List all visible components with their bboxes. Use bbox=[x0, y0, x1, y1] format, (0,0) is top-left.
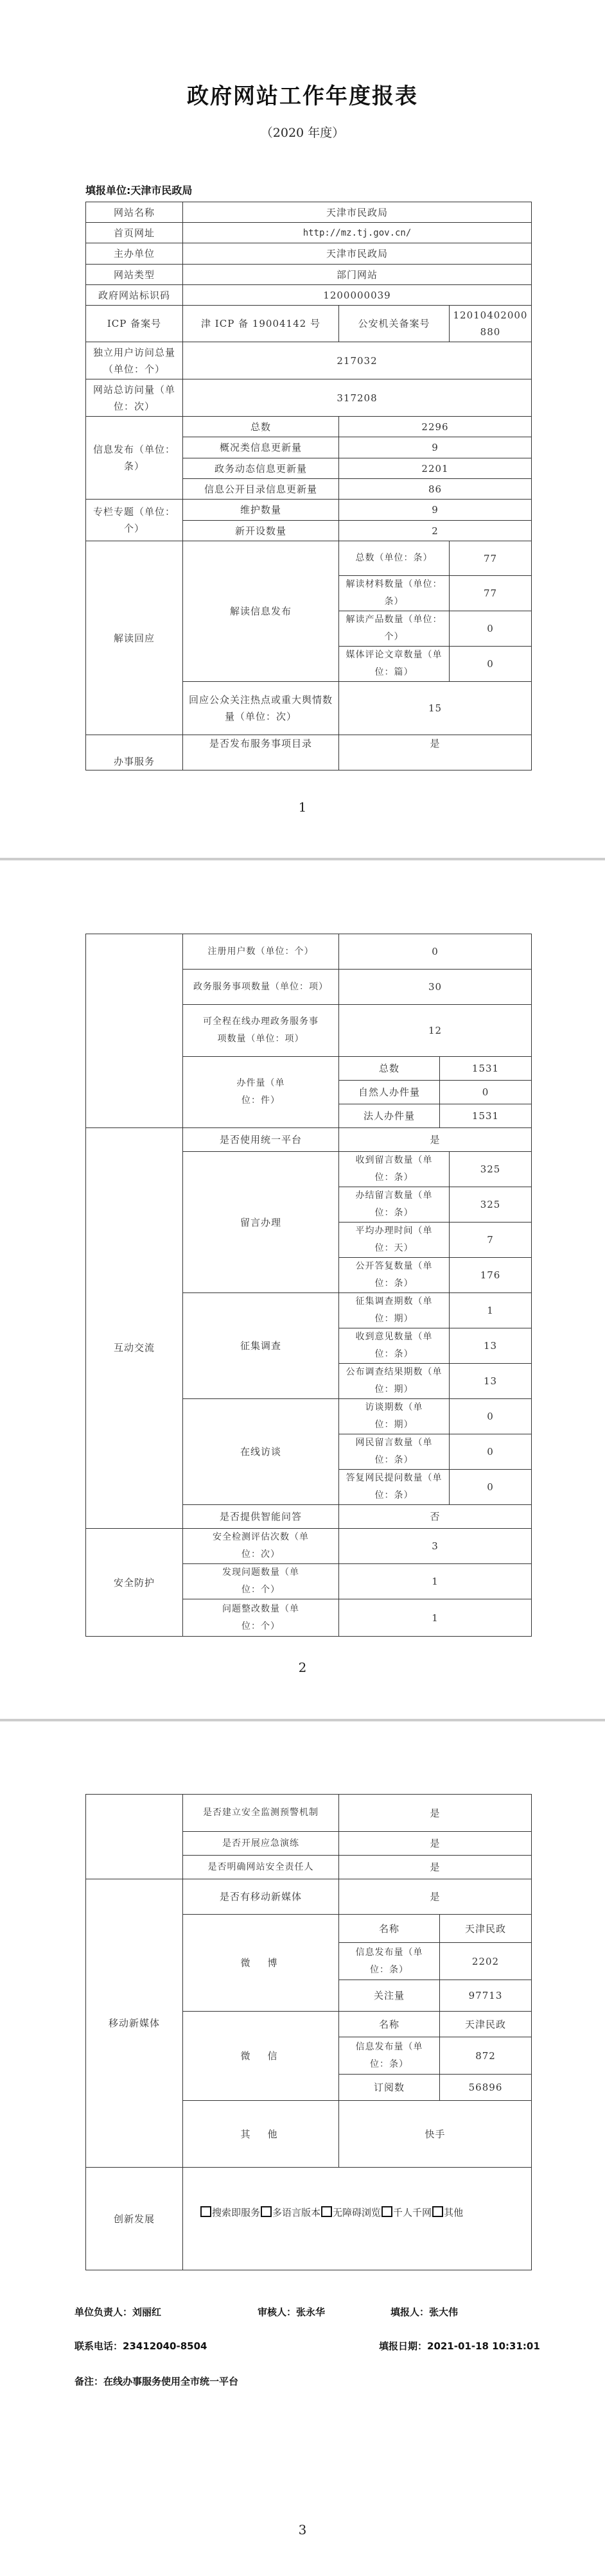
row-label: 可全程在线办理政务服务事项数量（单位：项） bbox=[183, 1005, 339, 1057]
table-row bbox=[86, 934, 532, 970]
table-row bbox=[86, 1529, 532, 1564]
homepage-url-link[interactable]: http://mz.tj.gov.cn/ bbox=[183, 223, 532, 243]
table-row bbox=[86, 223, 532, 243]
option-label: 其他 bbox=[444, 2206, 464, 2218]
section-label-services: 办事服务 bbox=[86, 735, 183, 770]
row-value: 86 bbox=[339, 479, 532, 500]
row-label: 网站类型 bbox=[86, 265, 183, 285]
row-label: 政府网站标识码 bbox=[86, 285, 183, 306]
option-label: 千人千网 bbox=[393, 2206, 432, 2218]
row-label: 名称 bbox=[339, 2012, 440, 2037]
row-label: 新开设数量 bbox=[183, 521, 339, 541]
row-label: 安全检测评估次数（单位：次） bbox=[183, 1529, 339, 1564]
row-label: 收到意见数量（单位：条） bbox=[339, 1328, 450, 1364]
row-label: 是否提供智能问答 bbox=[183, 1505, 339, 1529]
row-label: 回应公众关注热点或重大舆情数量（单位：次） bbox=[183, 682, 339, 735]
row-label: 办结留言数量（单位：条） bbox=[339, 1187, 450, 1223]
row-value: 77 bbox=[450, 576, 532, 611]
table-row bbox=[86, 1879, 532, 1915]
checkbox-personalized[interactable] bbox=[381, 2206, 392, 2217]
row-value: 是 bbox=[339, 1128, 532, 1152]
row-label: 解读材料数量（单位：条） bbox=[339, 576, 450, 611]
row-value: 325 bbox=[450, 1152, 532, 1187]
row-label: 独立用户访问总量（单位：个） bbox=[86, 342, 183, 379]
row-label: 收到留言数量（单位：条） bbox=[339, 1152, 450, 1187]
section-label-special-columns: 专栏专题（单位：个） bbox=[86, 500, 183, 541]
sponsor-value: 天津市民政局 bbox=[183, 243, 532, 265]
row-label: 是否开展应急演练 bbox=[183, 1832, 339, 1856]
row-value: 快手 bbox=[339, 2101, 532, 2168]
row-label: 总数 bbox=[183, 417, 339, 437]
table-row bbox=[86, 379, 532, 417]
page-title: 政府网站工作年度报表 bbox=[187, 83, 418, 109]
checkbox-multilingual[interactable] bbox=[261, 2206, 272, 2217]
row-label: 问题整改数量（单位：个） bbox=[183, 1599, 339, 1637]
row-label: 维护数量 bbox=[183, 500, 339, 521]
site-id-value: 1200000039 bbox=[183, 285, 532, 306]
row-label: 法人办件量 bbox=[339, 1104, 440, 1128]
table-row bbox=[86, 500, 532, 521]
remarks: 备注：在线办事服务使用全市统一平台 bbox=[75, 2376, 239, 2387]
row-label: 信息发布量（单位：条） bbox=[339, 2037, 440, 2075]
option-label: 多语言版本 bbox=[272, 2206, 321, 2218]
total-visits-value: 317208 bbox=[183, 379, 532, 417]
row-value: 是 bbox=[339, 735, 532, 770]
sub-label-other: 其 他 bbox=[183, 2101, 339, 2168]
section-label-security: 安全防护 bbox=[86, 1529, 183, 1637]
row-label: 网民留言数量（单位：条） bbox=[339, 1434, 450, 1470]
row-label: 概况类信息更新量 bbox=[183, 437, 339, 458]
row-value: 12 bbox=[339, 1005, 532, 1057]
filing-unit: 填报单位:天津市民政局 bbox=[85, 184, 193, 196]
option-label: 无障碍浏览 bbox=[333, 2206, 381, 2218]
row-label: 订阅数 bbox=[339, 2075, 440, 2101]
row-value: 1531 bbox=[440, 1057, 532, 1081]
icp-value: 津 ICP 备 19004142 号 bbox=[183, 306, 339, 342]
table-row bbox=[86, 306, 532, 342]
row-label: 发现问题数量（单位：个） bbox=[183, 1564, 339, 1599]
section-label-interaction: 互动交流 bbox=[86, 1128, 183, 1529]
row-label: 是否有移动新媒体 bbox=[183, 1879, 339, 1915]
row-label: 关注量 bbox=[339, 1980, 440, 2012]
sub-label-weibo: 微 博 bbox=[183, 1915, 339, 2012]
row-value: 13 bbox=[450, 1328, 532, 1364]
row-value: 是 bbox=[339, 1832, 532, 1856]
reviewer: 审核人：张永华 bbox=[258, 2306, 326, 2318]
row-value: 56896 bbox=[440, 2075, 532, 2101]
row-label: 公开答复数量（单位：条） bbox=[339, 1258, 450, 1293]
row-value: 0 bbox=[339, 934, 532, 970]
site-type-value: 部门网站 bbox=[183, 265, 532, 285]
row-value: 0 bbox=[450, 647, 532, 682]
row-value: 3 bbox=[339, 1529, 532, 1564]
row-value: 是 bbox=[339, 1795, 532, 1832]
table-row bbox=[86, 285, 532, 306]
checkbox-other[interactable] bbox=[432, 2206, 443, 2217]
table-row bbox=[86, 1795, 532, 1832]
row-value: 9 bbox=[339, 500, 532, 521]
page-separator bbox=[0, 858, 605, 860]
row-value: 2202 bbox=[440, 1943, 532, 1980]
police-record-label: 公安机关备案号 bbox=[339, 306, 450, 342]
table-row bbox=[86, 243, 532, 265]
table-row bbox=[86, 265, 532, 285]
page-separator bbox=[0, 1719, 605, 1721]
report-year: （2020 年度） bbox=[260, 126, 345, 140]
row-value: 872 bbox=[440, 2037, 532, 2075]
checkbox-search-service[interactable] bbox=[200, 2206, 211, 2217]
row-label: 解读产品数量（单位：个） bbox=[339, 611, 450, 647]
row-label: 信息发布量（单位：条） bbox=[339, 1943, 440, 1980]
row-value: 13 bbox=[450, 1364, 532, 1399]
table-row bbox=[86, 342, 532, 379]
section-label-interpretation: 解读回应 bbox=[86, 541, 183, 735]
section-label-security-cont bbox=[86, 1795, 183, 1879]
row-label: 答复网民提问数量（单位：条） bbox=[339, 1470, 450, 1505]
table-row bbox=[86, 2168, 532, 2270]
sub-label-cases: 办件量（单位：件） bbox=[183, 1057, 339, 1128]
row-label: 是否使用统一平台 bbox=[183, 1128, 339, 1152]
row-value: 否 bbox=[339, 1505, 532, 1529]
row-value: 77 bbox=[450, 541, 532, 576]
table-row bbox=[86, 735, 532, 770]
row-value: 是 bbox=[339, 1879, 532, 1915]
row-value: 0 bbox=[450, 611, 532, 647]
row-value: 2201 bbox=[339, 458, 532, 479]
row-label: 首页网址 bbox=[86, 223, 183, 243]
row-label: 媒体评论文章数量（单位：篇） bbox=[339, 647, 450, 682]
site-name-value: 天津市民政局 bbox=[183, 202, 532, 223]
row-value: 9 bbox=[339, 437, 532, 458]
row-label: 是否建立安全监测预警机制 bbox=[183, 1795, 339, 1832]
report-table-page2 bbox=[85, 934, 532, 1128]
page-number: 3 bbox=[298, 2522, 307, 2537]
row-value: 2296 bbox=[339, 417, 532, 437]
table-row bbox=[86, 1128, 532, 1152]
sub-label-interviews: 在线访谈 bbox=[183, 1399, 339, 1505]
row-label: 主办单位 bbox=[86, 243, 183, 265]
sub-label-wechat: 微 信 bbox=[183, 2012, 339, 2101]
sub-label-interpretation-publish: 解读信息发布 bbox=[183, 541, 339, 682]
row-label: 网站名称 bbox=[86, 202, 183, 223]
row-value: 97713 bbox=[440, 1980, 532, 2012]
section-label-services-cont bbox=[86, 934, 183, 1128]
row-label: 网站总访问量（单位：次） bbox=[86, 379, 183, 417]
row-label: 征集调查期数（单位：期） bbox=[339, 1293, 450, 1328]
row-label: 总数（单位：条） bbox=[339, 541, 450, 576]
row-label: 访谈期数（单位：期） bbox=[339, 1399, 450, 1434]
unique-visitors-value: 217032 bbox=[183, 342, 532, 379]
row-value: 1531 bbox=[440, 1104, 532, 1128]
unit-leader: 单位负责人：刘丽红 bbox=[75, 2306, 162, 2318]
table-row bbox=[86, 417, 532, 437]
row-label: 注册用户数（单位：个） bbox=[183, 934, 339, 970]
row-label: 名称 bbox=[339, 1915, 440, 1943]
row-value: 天津民政 bbox=[440, 1915, 532, 1943]
section-label-info-publish: 信息发布（单位：条） bbox=[86, 417, 183, 500]
row-value: 0 bbox=[450, 1470, 532, 1505]
row-label: ICP 备案号 bbox=[86, 306, 183, 342]
innovation-options bbox=[183, 2168, 532, 2270]
row-value: 7 bbox=[450, 1223, 532, 1258]
row-value: 325 bbox=[450, 1187, 532, 1223]
row-value: 15 bbox=[339, 682, 532, 735]
section-label-innovation: 创新发展 bbox=[86, 2168, 183, 2270]
checkbox-accessibility[interactable] bbox=[321, 2206, 332, 2217]
row-label: 是否明确网站安全责任人 bbox=[183, 1856, 339, 1879]
row-value: 2 bbox=[339, 521, 532, 541]
police-record-value: 12010402000880 bbox=[450, 306, 532, 342]
contact-phone: 联系电话：23412040-8504 bbox=[75, 2340, 207, 2352]
page-number: 1 bbox=[298, 799, 307, 815]
row-value: 1 bbox=[339, 1564, 532, 1599]
sub-label-messages: 留言办理 bbox=[183, 1152, 339, 1293]
filing-date: 填报日期：2021-01-18 10:31:01 bbox=[379, 2340, 540, 2352]
row-value: 是 bbox=[339, 1856, 532, 1879]
row-value: 1 bbox=[339, 1599, 532, 1637]
row-label: 自然人办件量 bbox=[339, 1081, 440, 1104]
row-value: 天津民政 bbox=[440, 2012, 532, 2037]
row-value: 176 bbox=[450, 1258, 532, 1293]
section-label-mobile: 移动新媒体 bbox=[86, 1879, 183, 2168]
sub-label-surveys: 征集调查 bbox=[183, 1293, 339, 1399]
option-label: 搜索即服务 bbox=[212, 2206, 261, 2218]
report-table-page1 bbox=[85, 202, 532, 770]
report-table-page2-interaction bbox=[85, 1127, 532, 1637]
row-value: 0 bbox=[450, 1399, 532, 1434]
table-row bbox=[86, 202, 532, 223]
filer: 填报人：张大伟 bbox=[390, 2306, 459, 2318]
row-value: 0 bbox=[450, 1434, 532, 1470]
row-value: 1 bbox=[450, 1293, 532, 1328]
row-label: 信息公开目录信息更新量 bbox=[183, 479, 339, 500]
row-label: 是否发布服务事项目录 bbox=[183, 735, 339, 770]
row-value: 30 bbox=[339, 970, 532, 1005]
row-label: 政务动态信息更新量 bbox=[183, 458, 339, 479]
row-label: 平均办理时间（单位：天） bbox=[339, 1223, 450, 1258]
report-table-page3 bbox=[85, 1794, 532, 2270]
row-label: 公布调查结果期数（单位：期） bbox=[339, 1364, 450, 1399]
row-label: 政务服务事项数量（单位：项） bbox=[183, 970, 339, 1005]
row-value: 0 bbox=[440, 1081, 532, 1104]
page-number: 2 bbox=[298, 1660, 307, 1675]
row-label: 总数 bbox=[339, 1057, 440, 1081]
table-row bbox=[86, 541, 532, 576]
